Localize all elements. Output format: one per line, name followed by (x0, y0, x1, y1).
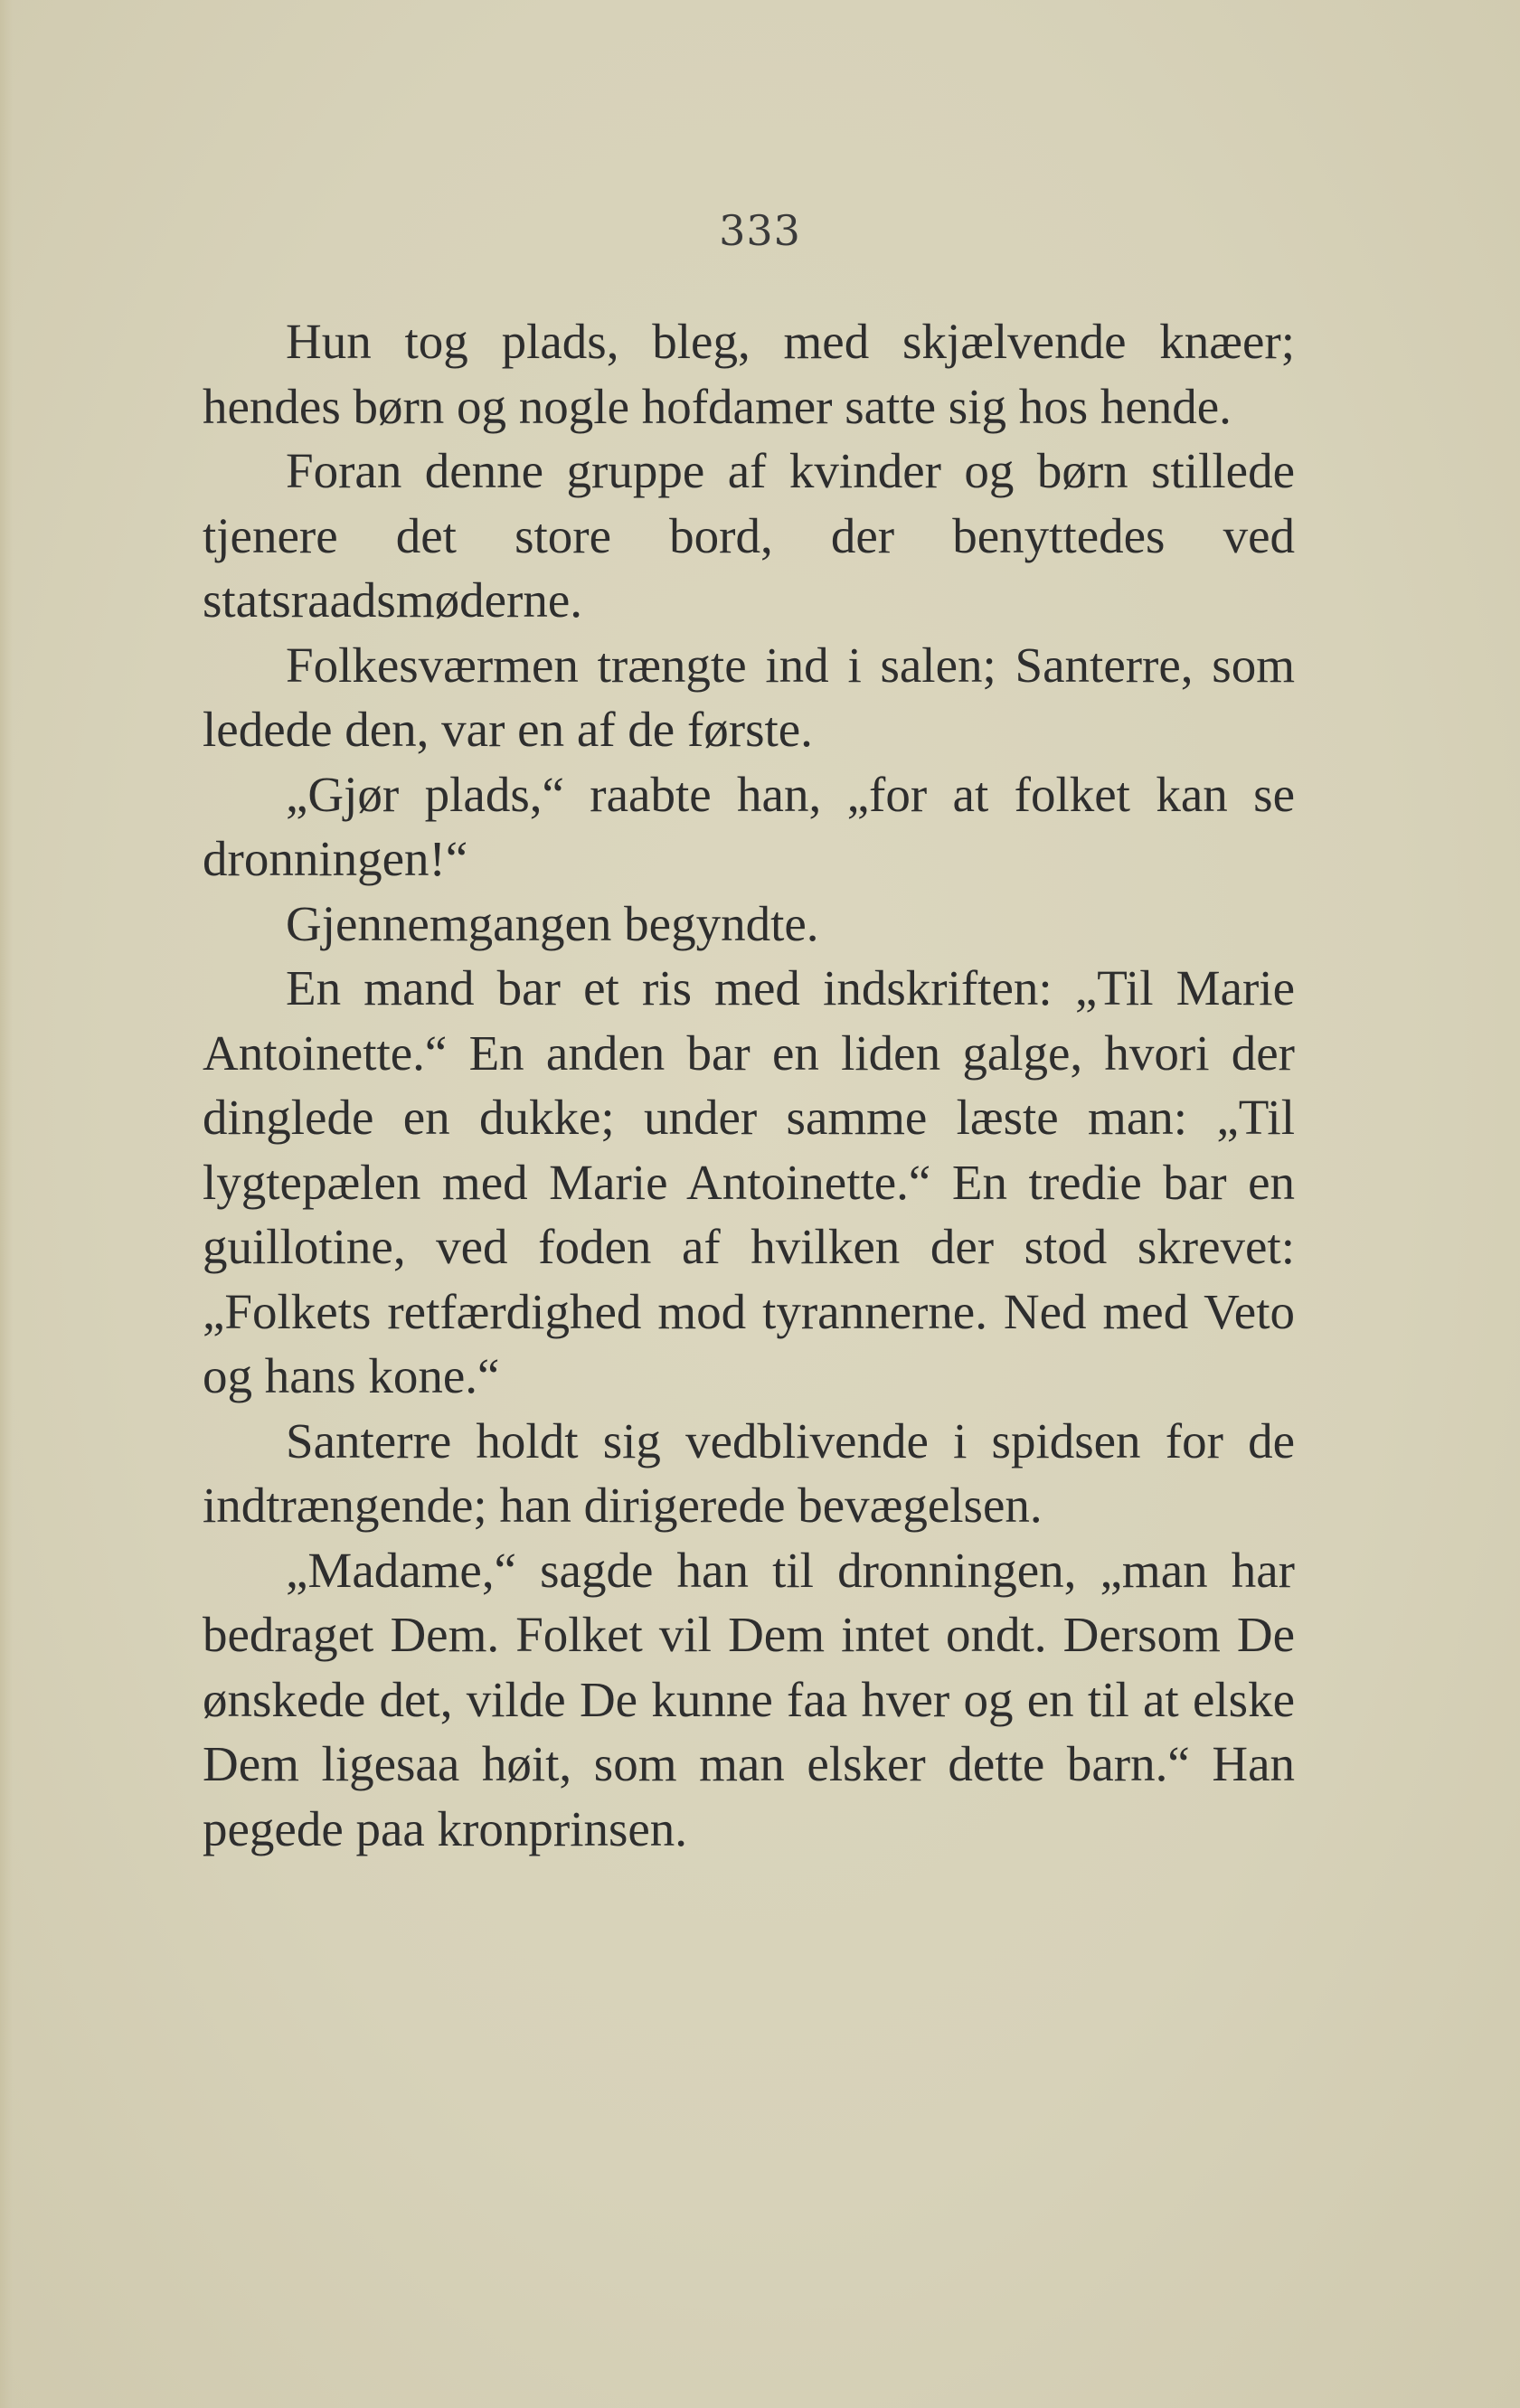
paragraph: „Madame,“ sagde han til dronningen, „man har bedraget Dem. Folket vil Dem intet ondt. Dersom De ønskede det, vilde De kunne faa hver og en til at elske Dem ligesaa høit, som man elsker dette barn.“ Han pegede paa kronprinsen. (203, 1542, 1295, 1856)
body-text (203, 309, 1295, 1861)
paragraph: Santerre holdt sig vedblivende i spidsen for de indtrængende; han dirigerede bevægelsen. (203, 1412, 1295, 1533)
page-edge (0, 0, 13, 2408)
paragraph: Hun tog plads, bleg, med skjælvende knæer; hendes børn og nogle hofdamer satte sig hos hende. (203, 314, 1295, 434)
paragraph: „Gjør plads,“ raabte han, „for at folket kan se dronningen!“ (203, 766, 1295, 886)
paragraph: Folkesværmen trængte ind i salen; Santerre, som ledede den, var en af de første. (203, 637, 1295, 757)
paragraph: En mand bar et ris med indskriften: „Til Marie Antoinette.“ En anden bar en liden galge, hvori der dinglede en dukke; under samme læste man: „Til lygtepælen med Marie Antoinette.“ En tredie bar en guillotine, ved foden af hvilken der stod skrevet: „Folkets retfærdighed mod tyrannerne. Ned med Veto og hans kone.“ (203, 960, 1295, 1403)
paragraph: Gjennemgangen begyndte. (286, 895, 819, 951)
paragraph: Foran denne gruppe af kvinder og børn stillede tjenere det store bord, der benyttedes ved statsraadsmøderne. (203, 443, 1295, 628)
page-number: 333 (719, 206, 801, 255)
